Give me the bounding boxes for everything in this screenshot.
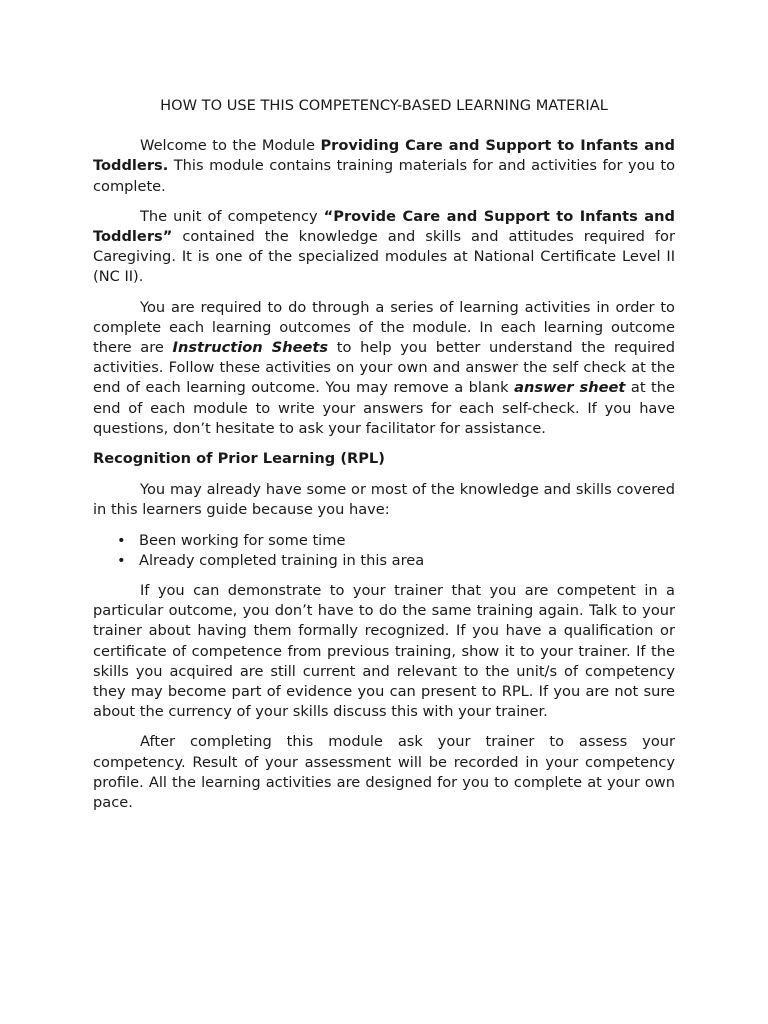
instruction-sheets-term: Instruction Sheets (172, 339, 329, 357)
bullet-icon: • (117, 531, 126, 549)
rpl-explanation-paragraph: If you can demonstrate to your trainer that you are competent in a particular outcome, you don’t have to do the same training again. Talk to your trainer about having them formally recognized. If you have a qualification or certificate of competence from previous training, show it to your trainer. If the skills you acquired are still current and relevant to the unit/s of competency they may become part of evidence you can present to RPL. If you are not sure about the currency of your skills discuss this with your trainer. (93, 582, 675, 721)
list-item (117, 551, 675, 571)
assessment-paragraph: After completing this module ask your trainer to assess your competency. Result of your assessment will be recorded in your competency profile. All the learning activities are designed for you to complete at your own pace. (93, 733, 675, 812)
learning-activities-paragraph (93, 298, 675, 439)
unit-text: The unit of competency (140, 207, 324, 225)
welcome-text: Welcome to the Module (140, 137, 321, 155)
welcome-text-end: This module contains training materials for and activities for you to complete. (93, 157, 675, 195)
bullet-icon: • (117, 551, 126, 569)
welcome-paragraph (93, 136, 675, 197)
unit-text-end: contained the knowledge and skills and attitudes required for Caregiving. It is one of the specialized modules at National Certificate Level II (NC II). (93, 228, 675, 286)
unit-name: “Provide Care and Support to Infants and Toddlers” (93, 207, 675, 246)
activities-text-end: at the end of each module to write your answers for each self-check. If you have questions, don’t hesitate to ask your facilitator for assistance. (93, 379, 675, 437)
list-item-text: Already completed training in this area (139, 551, 425, 569)
rpl-heading: Recognition of Prior Learning (RPL) (93, 450, 385, 468)
answer-sheet-term: answer sheet (514, 379, 626, 397)
activities-text: You are required to do through a series of learning activities in order to complete each learning outcomes of the module. In each learning outcome there are (93, 298, 675, 357)
activities-text-mid: to help you better understand the required activities. Follow these activities on your own and answer the self check at the end of each learning outcome. You may remove a blank (93, 339, 675, 397)
unit-of-competency-paragraph (93, 207, 675, 288)
list-item-text: Been working for some time (139, 531, 346, 549)
document-page (93, 96, 675, 823)
module-name: Providing Care and Support to Infants and Toddlers. (93, 137, 675, 175)
list-item (117, 531, 675, 551)
prior-knowledge-paragraph: You may already have some or most of the knowledge and skills covered in this learners guide because you have: (93, 481, 675, 519)
bullet-list (93, 531, 675, 571)
document-title: HOW TO USE THIS COMPETENCY-BASED LEARNING MATERIAL (160, 97, 608, 114)
